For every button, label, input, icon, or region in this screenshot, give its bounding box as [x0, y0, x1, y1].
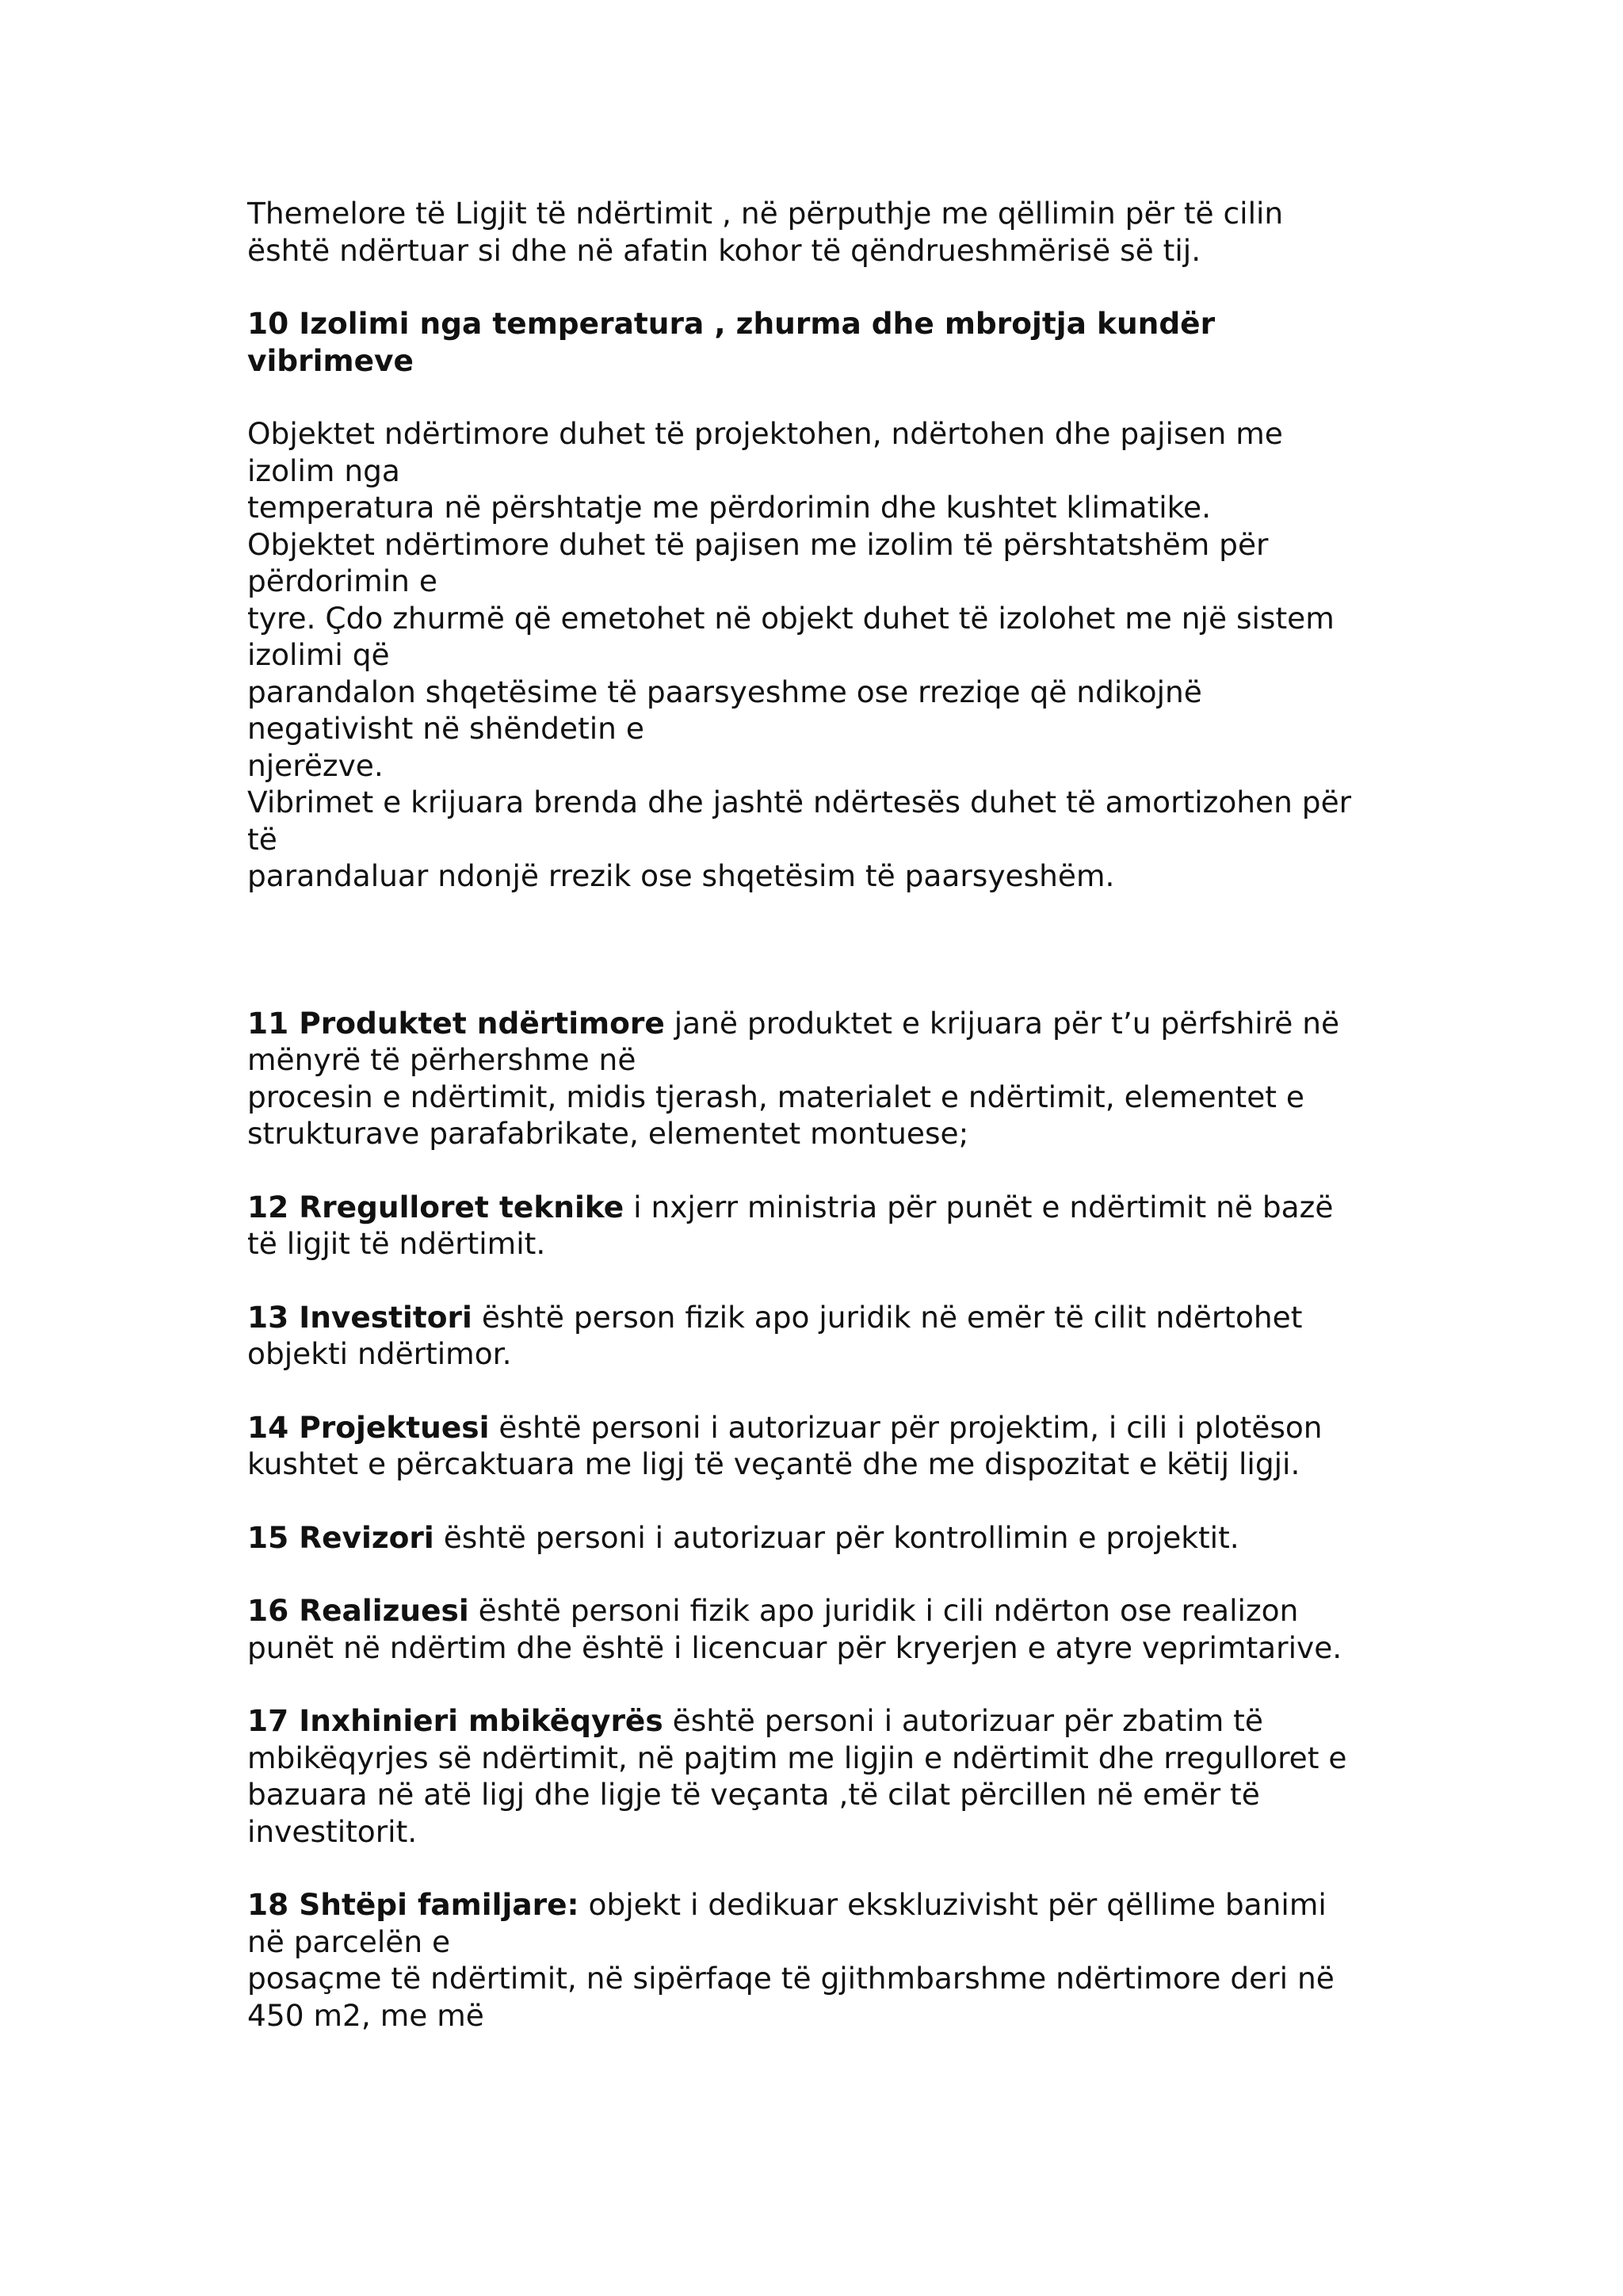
definition-line: objekti ndërtimor. — [247, 1336, 512, 1371]
definition-line: posaçme të ndërtimit, në sipërfaqe të gjithmbarshme ndërtimore deri në — [247, 1961, 1335, 1996]
definition-term: 17 Inxhinieri mbikëqyrës — [247, 1703, 663, 1738]
section-10-body — [247, 415, 1388, 895]
definition-line: procesin e ndërtimit, midis tjerash, materialet e ndërtimit, elementet e — [247, 1079, 1304, 1114]
definition-first-line — [247, 1409, 1388, 1446]
definition-first-line — [247, 1189, 1388, 1226]
body-line: njerëzve. — [247, 747, 384, 783]
definition-term: 14 Projektuesi — [247, 1409, 490, 1445]
definition-text: është person fizik apo juridik në emër të cilit ndërtohet — [472, 1299, 1303, 1335]
document-content — [247, 195, 1388, 2034]
definition-14 — [247, 1409, 1388, 1483]
body-line: temperatura në përshtatje me përdorimin dhe kushtet klimatike. — [247, 490, 1212, 525]
body-line: izolimi që — [247, 637, 390, 672]
definition-term: 13 Investitori — [247, 1299, 472, 1335]
definition-first-line — [247, 1886, 1388, 1924]
heading-line: vibrimeve — [247, 342, 414, 378]
spacer — [247, 1483, 1388, 1519]
definition-first-line — [247, 1702, 1388, 1740]
definition-first-line — [247, 1005, 1388, 1042]
definition-text: është personi i autorizuar për projektim, i cili i plotëson — [489, 1409, 1323, 1445]
definition-first-line — [247, 1592, 1388, 1629]
definition-text: është personi i autorizuar për zbatim të — [663, 1703, 1263, 1738]
spacer — [247, 379, 1388, 415]
definition-term: 11 Produktet ndërtimore — [247, 1005, 665, 1041]
spacer — [247, 1152, 1388, 1189]
definition-first-line — [247, 1299, 1388, 1336]
body-line: përdorimin e — [247, 563, 437, 598]
spacer — [247, 1666, 1388, 1702]
body-line: Objektet ndërtimore duhet të pajisen me izolim të përshtatshëm për — [247, 526, 1269, 562]
body-line: izolim nga — [247, 453, 400, 488]
definition-15 — [247, 1519, 1388, 1557]
definition-line: investitorit. — [247, 1813, 418, 1849]
body-line: tyre. Çdo zhurmë që emetohet në objekt duhet të izolohet me një sistem — [247, 600, 1335, 636]
definition-line: 450 m2, me më — [247, 1997, 484, 2033]
definition-text: objekt i dedikuar ekskluzivisht për qëllime banimi — [579, 1887, 1327, 1922]
section-10-heading — [247, 305, 1388, 379]
definition-line: punët në ndërtim dhe është i licencuar për kryerjen e atyre veprimtarive. — [247, 1629, 1342, 1665]
definition-line: mbikëqyrjes së ndërtimit, në pajtim me ligjin e ndërtimit dhe rregulloret e — [247, 1740, 1347, 1775]
definition-text: janë produktet e krijuara për t’u përfshirë në — [664, 1005, 1340, 1041]
heading-line: 10 Izolimi nga temperatura , zhurma dhe mbrojtja kundër — [247, 306, 1216, 341]
definition-text: është personi fizik apo juridik i cili ndërton ose realizon — [468, 1593, 1299, 1628]
spacer — [247, 1373, 1388, 1409]
definition-line: bazuara në atë ligj dhe ligje të veçanta ,të cilat përcillen në emër të — [247, 1777, 1260, 1812]
definition-line: strukturave parafabrikate, elementet montuese; — [247, 1116, 969, 1151]
definition-line: të ligjit të ndërtimit. — [247, 1226, 546, 1261]
definition-17 — [247, 1702, 1388, 1850]
spacer — [247, 1556, 1388, 1592]
body-line: Objektet ndërtimore duhet të projektohen, ndërtohen dhe pajisen me — [247, 416, 1283, 451]
spacer — [247, 1263, 1388, 1299]
definition-term: 18 Shtëpi familjare: — [247, 1887, 579, 1922]
definition-13 — [247, 1299, 1388, 1373]
spacer — [247, 1850, 1388, 1886]
intro-line: Themelore të Ligjit të ndërtimit , në përputhje me qëllimin për të cilin — [247, 196, 1284, 231]
body-line: negativisht në shëndetin e — [247, 711, 644, 746]
definition-16 — [247, 1592, 1388, 1666]
body-line: parandaluar ndonjë rrezik ose shqetësim të paarsyeshëm. — [247, 858, 1115, 893]
definition-12 — [247, 1189, 1388, 1263]
spacer — [247, 269, 1388, 305]
definition-term: 12 Rregulloret teknike — [247, 1189, 624, 1224]
definition-first-line — [247, 1519, 1388, 1557]
body-line: të — [247, 821, 277, 857]
definition-line: në parcelën e — [247, 1924, 451, 1959]
definition-line: kushtet e përcaktuara me ligj të veçantë dhe me dispozitat e këtij ligji. — [247, 1446, 1300, 1481]
spacer — [247, 895, 1388, 1005]
definition-18 — [247, 1886, 1388, 2034]
definition-term: 16 Realizuesi — [247, 1593, 469, 1628]
definition-text: i nxjerr ministria për punët e ndërtimit në bazë — [624, 1189, 1334, 1224]
definition-11 — [247, 1005, 1388, 1152]
definition-text: është personi i autorizuar për kontrollimin e projektit. — [433, 1519, 1239, 1555]
intro-paragraph — [247, 195, 1388, 269]
body-line: Vibrimet e krijuara brenda dhe jashtë ndërtesës duhet të amortizohen për — [247, 785, 1352, 819]
body-line: parandalon shqetësime të paarsyeshme ose rreziqe që ndikojnë — [247, 674, 1202, 709]
definition-line: mënyrë të përhershme në — [247, 1042, 636, 1077]
definition-term: 15 Revizori — [247, 1519, 434, 1555]
intro-line: është ndërtuar si dhe në afatin kohor të qëndrueshmërisë së tij. — [247, 232, 1201, 268]
